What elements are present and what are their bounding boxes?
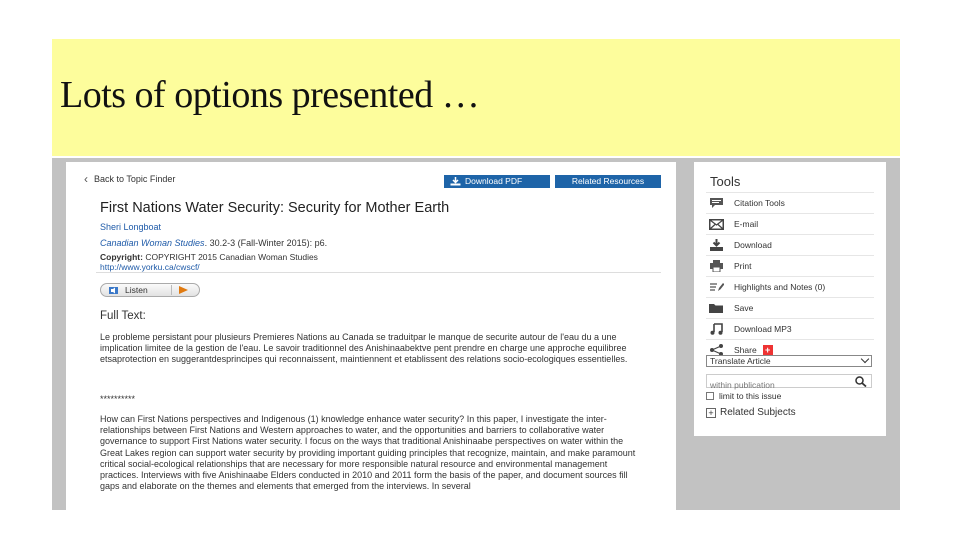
article-body-text: How can First Nations perspectives and Indigenous (1) knowledge enhance water security? In this paper, I investigate the inter-relationships between First Nations and Western approaches to water, and the opportunities and barriers to collaborative water governance to support First Nations water security. I focus on the ways that traditional Anishinaabe perspectives on water within the Great Lakes region can support water security by providing important guiding principles that recognize, maintain, and make paramount critical social-ecological relationships that are necessary for more responsible natural resource and environmental management practices. Interviews with five Anishinaabe Elders conducted in 2010 and 2011 form the basis of the paper, and document sources fill gaps and elaborate on the themes and elements that emerged from the interviews. In several: [100, 414, 636, 492]
tool-email[interactable]: [706, 213, 874, 234]
listen-button[interactable]: [100, 283, 200, 297]
speaker-icon: [109, 286, 119, 295]
slide-title: Lots of options presented …: [60, 74, 480, 116]
search-within-publication-input[interactable]: [707, 379, 843, 391]
tools-heading: Tools: [710, 174, 741, 189]
listen-label: Listen: [125, 285, 148, 295]
tool-label: Citation Tools: [734, 198, 785, 208]
limit-label: limit to this issue: [719, 391, 782, 401]
publisher-url-link[interactable]: http://www.yorku.ca/cwscf/: [100, 262, 200, 272]
tools-list: [706, 192, 874, 360]
printer-icon: [708, 260, 724, 272]
tool-label: Download: [734, 240, 772, 250]
limit-to-issue-option[interactable]: [706, 391, 781, 401]
translate-label: Translate Article: [710, 356, 771, 366]
tool-label: E-mail: [734, 219, 759, 229]
speech-bubble-icon: [708, 197, 724, 209]
tool-save[interactable]: [706, 297, 874, 318]
text-separator: **********: [100, 394, 136, 404]
article-panel: [66, 162, 676, 510]
listen-separator: [171, 285, 172, 295]
tool-label: Share: [734, 345, 757, 355]
tool-highlights-notes[interactable]: [706, 276, 874, 297]
tool-download-mp3[interactable]: [706, 318, 874, 339]
play-icon[interactable]: [179, 286, 188, 294]
search-icon[interactable]: [855, 376, 867, 387]
back-link-label: Back to Topic Finder: [94, 174, 176, 184]
related-subjects-toggle[interactable]: [706, 407, 796, 418]
tool-print[interactable]: [706, 255, 874, 276]
copyright-label: Copyright:: [100, 252, 143, 262]
download-pdf-label: Download PDF: [465, 176, 523, 186]
tool-label: Print: [734, 261, 752, 271]
publication-link[interactable]: Canadian Woman Studies: [100, 238, 205, 248]
chevron-left-icon: ‹: [84, 171, 88, 186]
tool-label: Save: [734, 303, 754, 313]
tools-panel: [694, 162, 886, 436]
limit-checkbox[interactable]: [706, 392, 714, 400]
expand-plus-icon: +: [706, 408, 716, 418]
article-title: First Nations Water Security: Security for Mother Earth: [100, 200, 450, 216]
slide-banner: [52, 39, 900, 156]
copyright-block: [100, 252, 318, 272]
tool-label: Highlights and Notes (0): [734, 282, 826, 292]
envelope-icon: [708, 218, 724, 230]
tool-label: Download MP3: [734, 324, 792, 334]
download-icon: [450, 177, 461, 186]
folder-icon: [708, 302, 724, 314]
tool-download[interactable]: [706, 234, 874, 255]
copyright-text: COPYRIGHT 2015 Canadian Woman Studies: [142, 252, 318, 262]
full-text-heading: Full Text:: [100, 310, 146, 322]
download-icon: [708, 239, 724, 251]
translate-article-select[interactable]: [706, 355, 872, 367]
abstract-french: Le probleme persistant pour plusieurs Premieres Nations au Canada se traduitpar le manque de securite autour de l'eau du a une implication limitee de la gestion de l'eau. Le savoir traditionnel des Anishinaabektve pent prendre en charge une approche equilibree etsaprotection en suggerantdesprincipes qui reconnaissent, maintiennent et etablissent des relations socio-ecologiques essentielles.: [100, 332, 628, 365]
chevron-down-icon: [861, 355, 869, 363]
divider: [96, 272, 661, 273]
publication-search: [706, 374, 872, 388]
related-subjects-label: Related Subjects: [720, 407, 796, 418]
citation-details: . 30.2-3 (Fall-Winter 2015): p6.: [204, 238, 328, 248]
author-link[interactable]: Sheri Longboat: [100, 222, 162, 232]
download-pdf-button[interactable]: [444, 175, 550, 188]
citation-line: [100, 238, 327, 248]
back-to-topic-finder-link[interactable]: [84, 171, 176, 186]
screenshot-panel: [52, 158, 900, 510]
tool-citation-tools[interactable]: [706, 192, 874, 213]
pencil-note-icon: [708, 281, 724, 293]
music-note-icon: [708, 323, 724, 335]
share-plus-icon[interactable]: +: [763, 345, 773, 355]
related-resources-button[interactable]: Related Resources: [555, 175, 661, 188]
